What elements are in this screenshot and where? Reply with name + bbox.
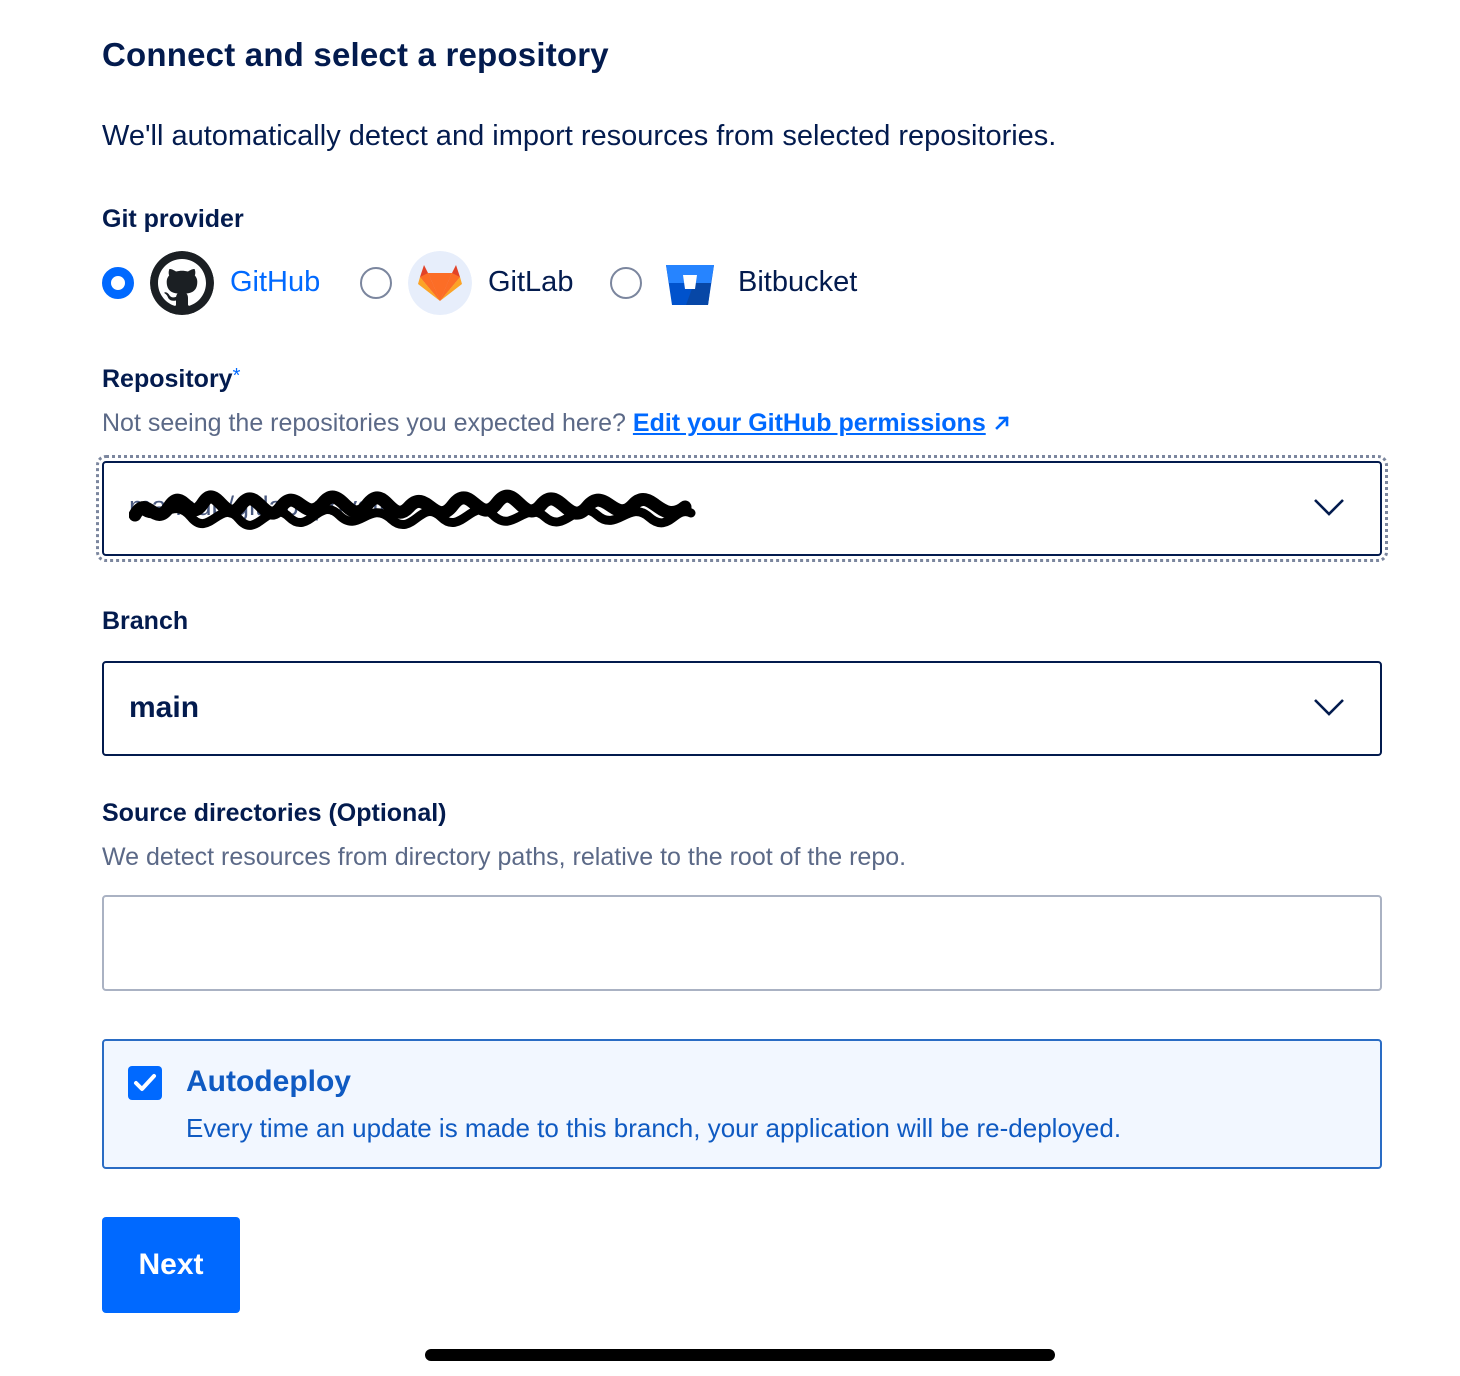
repository-hint-text: Not seeing the repositories you expected here?: [102, 409, 626, 437]
autodeploy-title: Autodeploy: [186, 1065, 351, 1098]
external-arrow-icon[interactable]: [993, 414, 1011, 432]
repository-hint: [102, 409, 1011, 438]
provider-option-bitbucket[interactable]: [610, 250, 880, 316]
github-icon: [150, 251, 214, 315]
checkmark-icon: [128, 1066, 162, 1100]
repository-label: [102, 365, 240, 394]
provider-option-github[interactable]: [102, 250, 332, 316]
git-provider-radio-group: [102, 250, 1002, 316]
home-indicator: [425, 1349, 1055, 1361]
source-directories-label: Source directories (Optional): [102, 799, 447, 827]
repository-value: mariadb/gitlab_private: [129, 491, 395, 521]
chevron-down-icon[interactable]: [1312, 695, 1346, 719]
provider-name-github: GitHub: [230, 266, 321, 298]
gitlab-radio[interactable]: [360, 267, 392, 299]
branch-label: Branch: [102, 607, 189, 635]
provider-name-bitbucket: Bitbucket: [738, 266, 858, 298]
branch-select[interactable]: [102, 661, 1382, 756]
edit-github-permissions-link-text: Edit your GitHub permissions: [632, 409, 986, 437]
redaction-scribble: [129, 485, 699, 535]
provider-option-gitlab[interactable]: [360, 250, 584, 316]
page-title: Connect and select a repository: [102, 36, 609, 73]
bitbucket-icon: [658, 251, 722, 315]
branch-value: main: [129, 691, 200, 724]
page-subtitle: We'll automatically detect and import resources from selected repositories.: [102, 120, 1057, 152]
repository-select[interactable]: [102, 461, 1382, 556]
provider-name-gitlab: GitLab: [488, 266, 574, 298]
autodeploy-description: Every time an update is made to this branch, your application will be re-deployed.: [186, 1113, 1122, 1143]
source-directories-hint: We detect resources from directory paths, relative to the root of the repo.: [102, 843, 907, 871]
edit-github-permissions-link[interactable]: [633, 409, 986, 437]
autodeploy-panel: [102, 1039, 1382, 1169]
gitlab-icon: [408, 251, 472, 315]
source-directories-input[interactable]: [102, 895, 1382, 991]
chevron-down-icon[interactable]: [1312, 495, 1346, 519]
required-marker: *: [232, 365, 241, 387]
next-button[interactable]: Next: [102, 1217, 240, 1313]
github-radio[interactable]: [102, 267, 134, 299]
repository-label-text: Repository: [102, 365, 233, 393]
autodeploy-checkbox[interactable]: [128, 1066, 162, 1100]
redacted-repository-value: [129, 485, 699, 535]
git-provider-label: Git provider: [102, 205, 244, 233]
bitbucket-radio[interactable]: [610, 267, 642, 299]
